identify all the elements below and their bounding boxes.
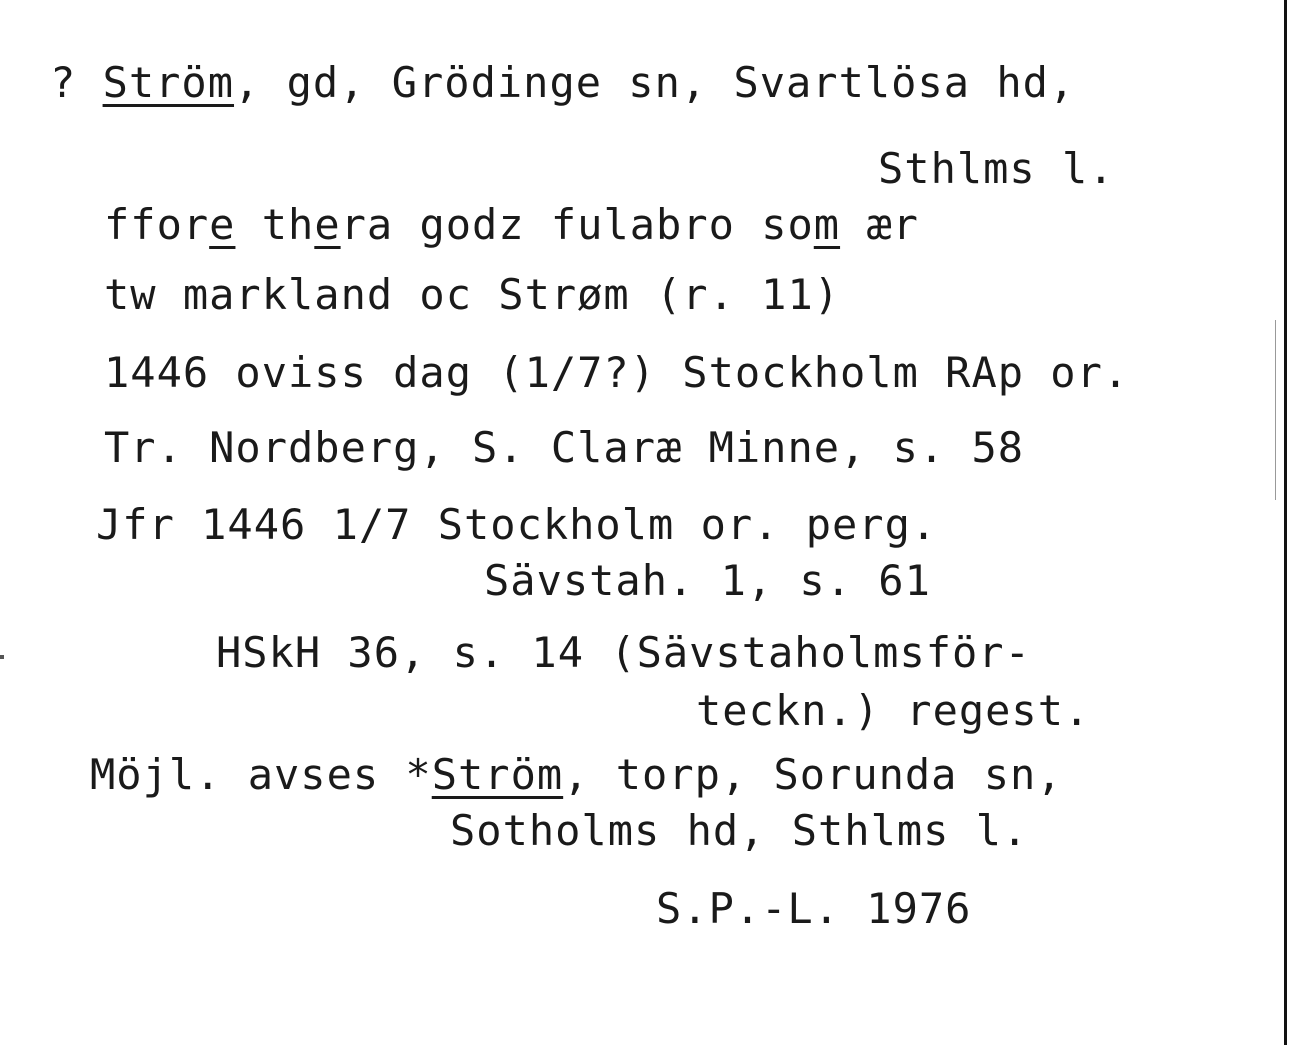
place-name: Ström: [102, 58, 235, 107]
scan-artifact: [1275, 320, 1276, 500]
county-line: Sthlms l.: [878, 144, 1115, 193]
abbrev-e: e: [314, 200, 341, 249]
scan-speck: [0, 655, 4, 659]
heading-details: , gd, Grödinge sn, Svartlösa hd,: [234, 58, 1076, 107]
heading-prefix: ?: [50, 58, 103, 107]
heading-line: [50, 58, 1076, 107]
signature: S.P.-L. 1976: [656, 884, 972, 933]
card-edge: [1284, 0, 1287, 1045]
quote-line-1: ffore thera godz fulabro som ær: [104, 200, 919, 249]
jfr-line-1: Jfr 1446 1/7 Stockholm or. perg.: [96, 500, 938, 549]
date-line: 1446 oviss dag (1/7?) Stockholm RAp or.: [104, 348, 1130, 397]
abbrev-m: m: [813, 200, 841, 249]
quote-line-2: tw markland oc Strøm (r. 11): [104, 270, 841, 319]
place-name: Ström: [431, 750, 564, 799]
hskh-line-2: teckn.) regest.: [696, 686, 1091, 735]
jfr-line-2: Sävstah. 1, s. 61: [484, 556, 931, 605]
abbrev-e: e: [209, 200, 236, 249]
mojl-line-1: Möjl. avses *Ström, torp, Sorunda sn,: [90, 750, 1063, 799]
mojl-line-2: Sotholms hd, Sthlms l.: [450, 806, 1029, 855]
hskh-line-1: HSkH 36, s. 14 (Sävstaholmsför-: [216, 628, 1031, 677]
print-reference-line: Tr. Nordberg, S. Claræ Minne, s. 58: [104, 423, 1025, 472]
